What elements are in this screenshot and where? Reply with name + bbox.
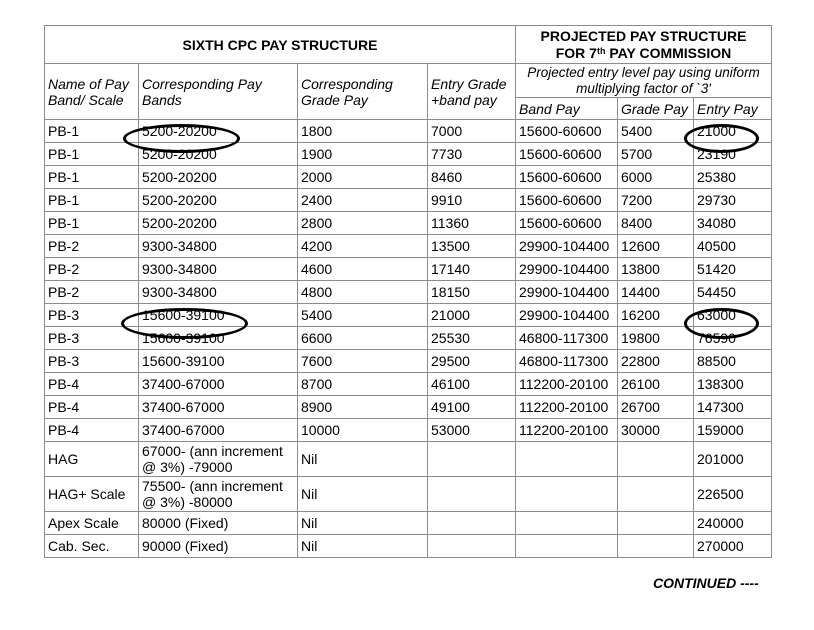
pay-band-range-cell: 37400-67000 (139, 419, 298, 442)
pay-band-range-cell: 5200-20200 (139, 189, 298, 212)
grade-pay-cell: 2000 (298, 166, 428, 189)
pay-band-name-cell: PB-1 (45, 212, 139, 235)
projected-grade-pay-cell: 13800 (618, 258, 694, 281)
table-row (45, 281, 772, 304)
table-row (45, 442, 772, 477)
sub-grade-pay-header: Grade Pay (618, 98, 694, 120)
pay-band-range-cell: 5200-20200 (139, 212, 298, 235)
pay-band-name-cell: PB-1 (45, 166, 139, 189)
table-row (45, 304, 772, 327)
entry-grade-cell: 29500 (428, 350, 516, 373)
projected-title-line1: PROJECTED PAY STRUCTURE (540, 27, 747, 44)
table-row (45, 327, 772, 350)
entry-grade-cell: 13500 (428, 235, 516, 258)
pay-structure-table (44, 25, 772, 558)
projected-band-pay-cell (516, 512, 618, 535)
pay-band-range-cell: 15600-39100 (139, 327, 298, 350)
pay-band-range-cell: 9300-34800 (139, 235, 298, 258)
pay-band-name-cell: PB-4 (45, 419, 139, 442)
entry-grade-cell: 11360 (428, 212, 516, 235)
entry-grade-cell (428, 442, 516, 477)
projected-grade-pay-cell: 8400 (618, 212, 694, 235)
projected-title (516, 26, 772, 64)
pay-band-name-cell: PB-4 (45, 396, 139, 419)
pay-band-name-cell: PB-4 (45, 373, 139, 396)
projected-entry-pay-cell: 54450 (694, 281, 772, 304)
entry-grade-cell: 53000 (428, 419, 516, 442)
pay-band-range-cell: 5200-20200 (139, 120, 298, 143)
table-row (45, 477, 772, 512)
table-row (45, 143, 772, 166)
col-entry-grade-header: Entry Grade +band pay (428, 64, 516, 120)
table-row (45, 419, 772, 442)
projected-entry-pay-cell: 23190 (694, 143, 772, 166)
projected-entry-pay-cell: 76590 (694, 327, 772, 350)
sub-band-pay-header: Band Pay (516, 98, 618, 120)
grade-pay-cell: 4200 (298, 235, 428, 258)
projected-band-pay-cell: 15600-60600 (516, 189, 618, 212)
projected-band-pay-cell: 15600-60600 (516, 166, 618, 189)
projected-entry-pay-cell: 21000 (694, 120, 772, 143)
projected-band-pay-cell: 112200-20100 (516, 396, 618, 419)
projected-entry-pay-cell: 51420 (694, 258, 772, 281)
grade-pay-cell: Nil (298, 535, 428, 558)
projected-band-pay-cell: 15600-60600 (516, 120, 618, 143)
pay-band-range-cell: 75500- (ann increment @ 3%) -80000 (139, 477, 298, 512)
pay-band-name-cell: PB-3 (45, 304, 139, 327)
col-name-header: Name of Pay Band/ Scale (45, 64, 139, 120)
table-row (45, 258, 772, 281)
pay-band-name-cell: PB-1 (45, 120, 139, 143)
pay-band-name-cell: PB-3 (45, 327, 139, 350)
projected-grade-pay-cell: 19800 (618, 327, 694, 350)
projected-grade-pay-cell: 26700 (618, 396, 694, 419)
grade-pay-cell: 5400 (298, 304, 428, 327)
projected-band-pay-cell: 29900-104400 (516, 304, 618, 327)
grade-pay-cell: 1900 (298, 143, 428, 166)
entry-grade-cell: 7000 (428, 120, 516, 143)
table-row (45, 212, 772, 235)
col-pay-bands-header: Corresponding Pay Bands (139, 64, 298, 120)
table-row (45, 535, 772, 558)
projected-grade-pay-cell: 30000 (618, 419, 694, 442)
projected-band-pay-cell: 15600-60600 (516, 143, 618, 166)
pay-band-range-cell: 37400-67000 (139, 373, 298, 396)
pay-band-name-cell: HAG (45, 442, 139, 477)
entry-grade-cell: 18150 (428, 281, 516, 304)
grade-pay-cell: 4600 (298, 258, 428, 281)
pay-band-range-cell: 90000 (Fixed) (139, 535, 298, 558)
pay-band-range-cell: 9300-34800 (139, 258, 298, 281)
grade-pay-cell: 2400 (298, 189, 428, 212)
continued-label: CONTINUED ---- (653, 575, 759, 591)
entry-grade-cell: 21000 (428, 304, 516, 327)
projected-band-pay-cell: 15600-60600 (516, 212, 618, 235)
entry-grade-cell (428, 477, 516, 512)
projected-band-pay-cell: 29900-104400 (516, 281, 618, 304)
projected-entry-pay-cell: 240000 (694, 512, 772, 535)
pay-band-range-cell: 37400-67000 (139, 396, 298, 419)
entry-grade-cell: 9910 (428, 189, 516, 212)
projected-band-pay-cell: 46800-117300 (516, 327, 618, 350)
grade-pay-cell: 7600 (298, 350, 428, 373)
pay-band-range-cell: 15600-39100 (139, 350, 298, 373)
projected-band-pay-cell: 112200-20100 (516, 373, 618, 396)
grade-pay-cell: 2800 (298, 212, 428, 235)
pay-band-name-cell: PB-2 (45, 281, 139, 304)
pay-band-range-cell: 80000 (Fixed) (139, 512, 298, 535)
grade-pay-cell: 10000 (298, 419, 428, 442)
projected-band-pay-cell: 29900-104400 (516, 235, 618, 258)
projected-entry-pay-cell: 40500 (694, 235, 772, 258)
col-grade-pay-header: Corresponding Grade Pay (298, 64, 428, 120)
projected-grade-pay-cell: 12600 (618, 235, 694, 258)
pay-band-range-cell: 9300-34800 (139, 281, 298, 304)
sub-entry-pay-header: Entry Pay (694, 98, 772, 120)
entry-grade-cell: 17140 (428, 258, 516, 281)
table-row (45, 396, 772, 419)
projected-entry-pay-cell: 138300 (694, 373, 772, 396)
projected-grade-pay-cell: 5400 (618, 120, 694, 143)
projected-grade-pay-cell (618, 442, 694, 477)
projected-band-pay-cell: 46800-117300 (516, 350, 618, 373)
table-row (45, 166, 772, 189)
grade-pay-cell: Nil (298, 477, 428, 512)
projected-title-post: PAY COMMISSION (605, 44, 732, 61)
grade-pay-cell: 8900 (298, 396, 428, 419)
pay-band-name-cell: PB-3 (45, 350, 139, 373)
projected-band-pay-cell (516, 535, 618, 558)
pay-band-range-cell: 5200-20200 (139, 143, 298, 166)
projected-title-pre: FOR 7 (555, 44, 597, 61)
projected-band-pay-cell (516, 477, 618, 512)
projected-grade-pay-cell: 5700 (618, 143, 694, 166)
table-row (45, 373, 772, 396)
grade-pay-cell: Nil (298, 512, 428, 535)
pay-band-range-cell: 67000- (ann increment @ 3%) -79000 (139, 442, 298, 477)
pay-band-range-cell: 15600-39100 (139, 304, 298, 327)
pay-band-name-cell: Cab. Sec. (45, 535, 139, 558)
projected-entry-pay-cell: 34080 (694, 212, 772, 235)
pay-band-name-cell: PB-1 (45, 143, 139, 166)
column-header-row (45, 64, 772, 98)
projected-entry-pay-cell: 63000 (694, 304, 772, 327)
projected-band-pay-cell (516, 442, 618, 477)
projected-grade-pay-cell: 22800 (618, 350, 694, 373)
projected-entry-pay-cell: 159000 (694, 419, 772, 442)
table-row (45, 512, 772, 535)
entry-grade-cell: 7730 (428, 143, 516, 166)
projected-note: Projected entry level pay using uniform multiplying factor of `3' (516, 64, 772, 98)
pay-band-name-cell: PB-1 (45, 189, 139, 212)
pay-band-range-cell: 5200-20200 (139, 166, 298, 189)
projected-grade-pay-cell: 16200 (618, 304, 694, 327)
projected-grade-pay-cell (618, 535, 694, 558)
projected-entry-pay-cell: 226500 (694, 477, 772, 512)
entry-grade-cell: 46100 (428, 373, 516, 396)
projected-title-sup: th (596, 45, 606, 56)
pay-band-name-cell: HAG+ Scale (45, 477, 139, 512)
projected-entry-pay-cell: 25380 (694, 166, 772, 189)
projected-entry-pay-cell: 88500 (694, 350, 772, 373)
projected-grade-pay-cell: 26100 (618, 373, 694, 396)
entry-grade-cell (428, 535, 516, 558)
pay-band-name-cell: PB-2 (45, 235, 139, 258)
projected-entry-pay-cell: 147300 (694, 396, 772, 419)
grade-pay-cell: 4800 (298, 281, 428, 304)
projected-entry-pay-cell: 201000 (694, 442, 772, 477)
grade-pay-cell: Nil (298, 442, 428, 477)
projected-grade-pay-cell: 7200 (618, 189, 694, 212)
projected-band-pay-cell: 112200-20100 (516, 419, 618, 442)
projected-band-pay-cell: 29900-104400 (516, 258, 618, 281)
pay-band-name-cell: Apex Scale (45, 512, 139, 535)
projected-grade-pay-cell: 14400 (618, 281, 694, 304)
projected-grade-pay-cell: 6000 (618, 166, 694, 189)
table-row (45, 235, 772, 258)
grade-pay-cell: 6600 (298, 327, 428, 350)
entry-grade-cell: 8460 (428, 166, 516, 189)
grade-pay-cell: 8700 (298, 373, 428, 396)
entry-grade-cell: 49100 (428, 396, 516, 419)
title-row (45, 26, 772, 64)
table-row (45, 120, 772, 143)
table-row (45, 189, 772, 212)
table-row (45, 350, 772, 373)
pay-band-name-cell: PB-2 (45, 258, 139, 281)
entry-grade-cell (428, 512, 516, 535)
projected-entry-pay-cell: 270000 (694, 535, 772, 558)
projected-grade-pay-cell (618, 477, 694, 512)
sixth-cpc-title: SIXTH CPC PAY STRUCTURE (45, 26, 516, 64)
projected-entry-pay-cell: 29730 (694, 189, 772, 212)
projected-grade-pay-cell (618, 512, 694, 535)
entry-grade-cell: 25530 (428, 327, 516, 350)
grade-pay-cell: 1800 (298, 120, 428, 143)
